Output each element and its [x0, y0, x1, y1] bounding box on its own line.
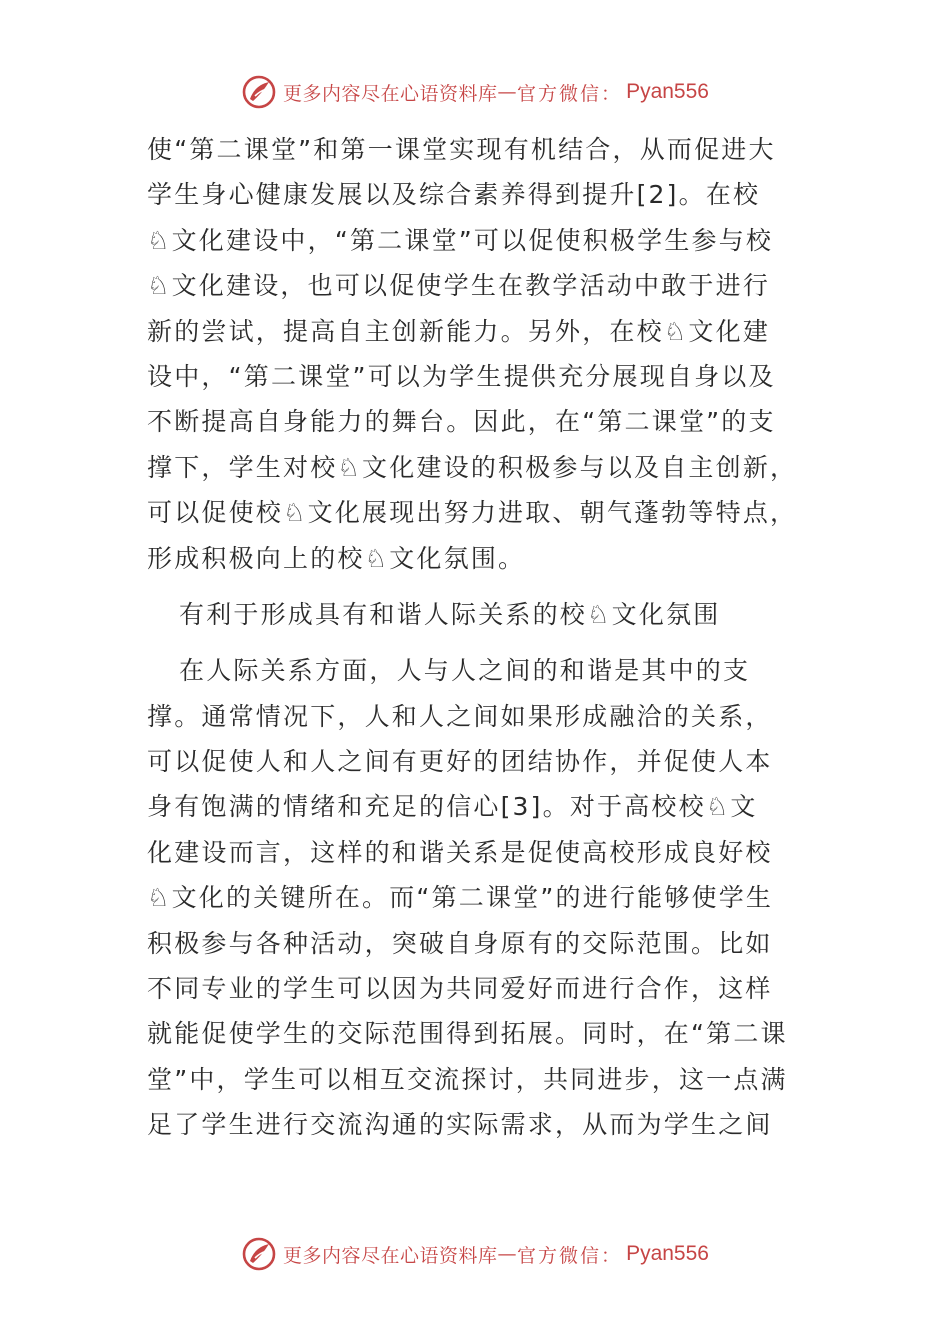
header-wechat-label: 官方微信：: [517, 82, 623, 105]
section-heading: 有利于形成具有和谐人际关系的校♘文化氛围: [179, 599, 721, 629]
text-line: 不断提高自身能力的舞台。因此，在“第二课堂”的支: [147, 407, 776, 437]
text-line: 形成积极向上的校♘文化氛围。: [147, 543, 526, 573]
text-line: 设中，“第二课堂”可以为学生提供充分展现自身以及: [147, 361, 776, 391]
paragraph-1: [147, 127, 807, 581]
text-line: 足了学生进行交流沟通的实际需求，从而为学生之间: [147, 1110, 773, 1140]
footer-brand-text: 更多内容尽在心语资料库: [283, 1244, 498, 1267]
text-line: 积极参与各种活动，突破自身原有的交际范围。比如: [147, 928, 773, 958]
text-line: 不同专业的学生可以因为共同爱好而进行合作，这样: [147, 974, 773, 1004]
text-line: 学生身心健康发展以及综合素养得到提升[2]。在校: [147, 180, 761, 210]
text-line: 使“第二课堂”和第一课堂实现有机结合，从而促进大: [147, 135, 776, 164]
text-line: 撑。通常情况下，人和人之间如果形成融洽的关系，: [147, 701, 773, 731]
text-line: 新的尝试，提高自主创新能力。另外，在校♘文化建: [147, 316, 771, 346]
text-line: 化建设而言，这样的和谐关系是促使高校形成良好校: [147, 837, 773, 867]
text-line: 撑下，学生对校♘文化建设的积极参与以及自主创新，: [147, 452, 798, 482]
footer-wechat-label: 官方微信：: [517, 1244, 623, 1267]
text-line: ♘文化建设，也可以促使学生在教学活动中敢于进行: [147, 271, 771, 301]
header-wechat-id: Pyan556: [626, 80, 709, 103]
paragraph-2: [147, 648, 807, 1147]
header-separator: —: [497, 81, 518, 103]
text-line: 堂”中，学生可以相互交流探讨，共同进步，这一点满: [147, 1064, 788, 1094]
text-line: ♘文化的关键所在。而“第二课堂”的进行能够使学生: [147, 883, 774, 913]
footer-wechat-id: Pyan556: [626, 1242, 709, 1265]
header-banner: [0, 70, 950, 114]
text-line: 就能促使学生的交际范围得到拓展。同时，在“第二课: [147, 1019, 788, 1049]
footer-banner: [0, 1232, 950, 1276]
text-line: 可以促使人和人之间有更好的团结协作，并促使人本: [147, 747, 773, 777]
document-body: [147, 127, 807, 1148]
brand-logo-icon: [241, 1236, 277, 1272]
brand-logo-icon: [241, 74, 277, 110]
text-line: 身有饱满的情绪和充足的信心[3]。对于高校校♘文: [147, 792, 758, 822]
text-line: 可以促使校♘文化展现出努力进取、朝气蓬勃等特点，: [147, 498, 798, 528]
text-line: ♘文化建设中，“第二课堂”可以促使积极学生参与校: [147, 225, 774, 255]
text-line: 在人际关系方面，人与人之间的和谐是其中的支: [179, 656, 751, 686]
header-brand-text: 更多内容尽在心语资料库: [283, 82, 498, 105]
footer-separator: —: [497, 1243, 518, 1265]
